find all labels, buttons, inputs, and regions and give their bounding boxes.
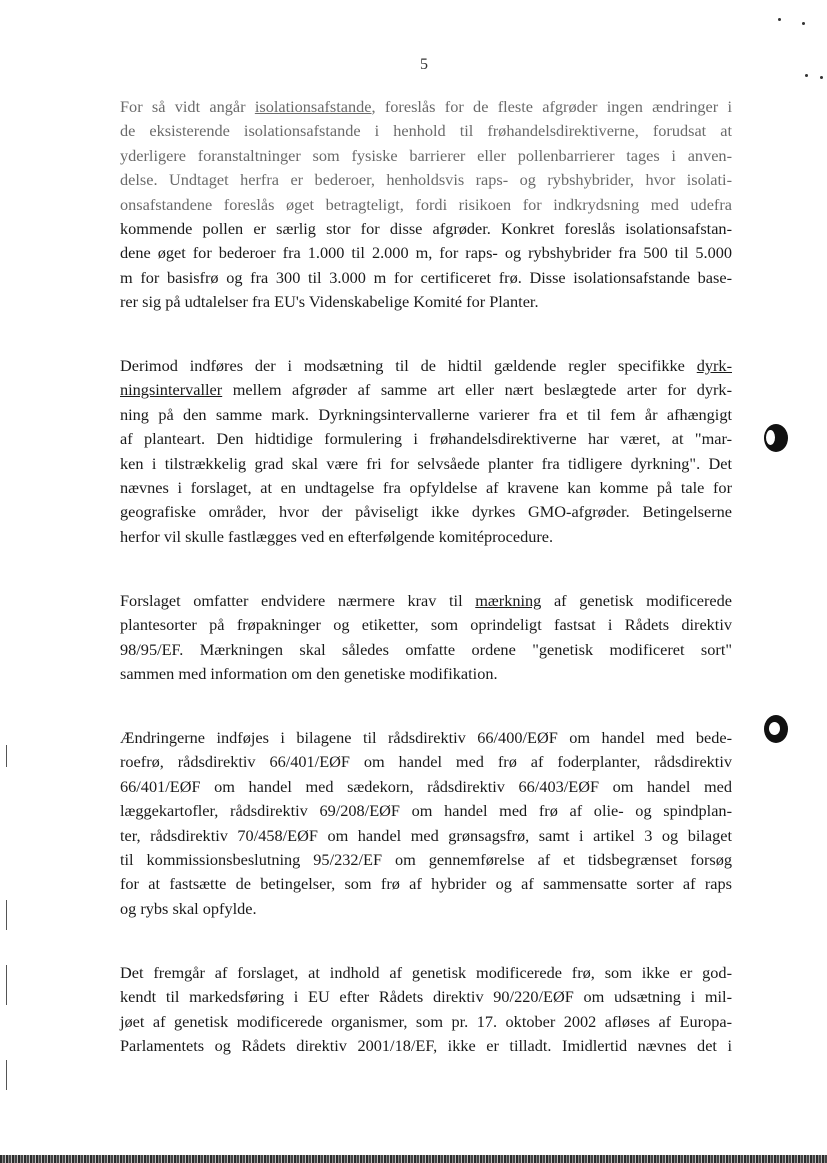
text-line: af planteart. Den hidtidige formulering i frøhandelsdirektiverne har været, at "mar-	[120, 429, 732, 449]
scan-margin-mark	[6, 965, 7, 1005]
text-line: sammen med information om den genetiske modifikation.	[120, 664, 498, 684]
scan-margin-mark	[6, 900, 7, 930]
text-line: For så vidt angår isolationsafstande, foreslås for de fleste afgrøder ingen ændringer i	[120, 97, 732, 116]
text-line: ter, rådsdirektiv 70/458/EØF om handel med grønsagsfrø, samt i artikel 3 og bilaget	[120, 825, 732, 845]
text-line: Derimod indføres der i modsætning til de hidtil gældende regler specifikke dyrk-	[120, 356, 732, 375]
text-line: roefrø, rådsdirektiv 66/401/EØF om handel med frø af foderplanter, rådsdirektiv	[120, 752, 732, 772]
text-line: Forslaget omfatter endvidere nærmere krav til mærkning af genetisk modificerede	[120, 591, 733, 610]
text-line: ning på den samme mark. Dyrkningsintervallerne varierer fra et til fem år afhængigt	[120, 404, 732, 424]
paragraph-amendments	[120, 726, 732, 921]
page-number: 5	[420, 56, 428, 73]
scan-speck	[778, 18, 781, 21]
text-line: Det fremgår af forslaget, at indhold af genetisk modificerede frø, som ikke er god-	[120, 963, 732, 982]
text-line: herfor vil skulle fastlægges ved en efterfølgende komitéprocedure.	[120, 526, 554, 546]
text-line: plantesorter på frøpakninger og etiketter, som oprindeligt fastsat i Rådets direktiv	[120, 615, 732, 635]
text-line: 66/401/EØF om handel med sædekorn, rådsdirektiv 66/403/EØF om handel med	[120, 776, 732, 796]
punch-hole-icon	[764, 424, 788, 452]
scan-speck	[820, 76, 823, 79]
text-line: ningsintervaller mellem afgrøder af samme art eller nært beslægtede arter for dyrk-	[120, 380, 732, 400]
punch-hole-icon	[764, 715, 788, 743]
underlined-term: isolationsafstande	[254, 97, 372, 116]
scan-margin-mark	[6, 745, 7, 767]
text-line: Ændringerne indføjes i bilagene til rådsdirektiv 66/400/EØF om handel med bede-	[120, 728, 732, 747]
underlined-term: ningsintervaller	[120, 380, 223, 400]
text-line: delse. Undtaget herfra er bederoer, henholdsvis raps- og rybshybrider, hvor isolati-	[120, 170, 732, 190]
text-line: til kommissionsbeslutning 95/232/EF om gennemførelse af et tidsbegrænset forsøg	[120, 850, 732, 870]
text-line: yderligere foranstaltninger som fysiske barrierer eller pollenbarrierer tages i anven-	[120, 145, 732, 165]
scan-speck	[802, 22, 805, 25]
text-line: m for basisfrø og fra 300 til 3.000 m for certificeret frø. Disse isolationsafstande base-	[120, 267, 732, 287]
text-line: 98/95/EF. Mærkningen skal således omfatte ordene "genetisk modificeret sort"	[120, 639, 732, 659]
paragraph-cultivation-intervals	[120, 354, 732, 549]
scan-margin-mark	[6, 1060, 7, 1090]
text-line: jøet af genetisk modificerede organismer, som pr. 17. oktober 2002 afløses af Europa-	[120, 1011, 732, 1031]
text-line: rer sig på udtalelser fra EU's Videnskabelige Komité for Planter.	[120, 292, 539, 312]
paragraph-gmo-content	[120, 961, 732, 1059]
text-line: ken i tilstrækkelig grad skal være fri for selvsåede planter fra tidligere dyrkning". Det	[120, 453, 732, 473]
paragraph-isolation-distances	[120, 95, 732, 315]
text-line: kendt til markedsføring i EU efter Rådets direktiv 90/220/EØF om udsætning i mil-	[120, 987, 732, 1007]
text-line: de eksisterende isolationsafstande i henhold til frøhandelsdirektiverne, forudsat at	[120, 121, 732, 141]
text-line: dene øget for bederoer fra 1.000 til 2.000 m, for raps- og rybshybrider fra 500 til 5.000	[120, 243, 732, 263]
underlined-term: dyrk-	[696, 356, 732, 375]
text-line: nævnes i forslaget, at en undtagelse fra opfyldelse af kravene kan komme på tale for	[120, 478, 732, 498]
scan-speck	[805, 74, 808, 77]
text-line: geografiske områder, hvor der påviseligt ikke dyrkes GMO-afgrøder. Betingelserne	[120, 502, 732, 522]
underlined-term: mærkning	[475, 591, 542, 610]
paragraph-labelling	[120, 589, 732, 687]
scan-bottom-edge	[0, 1155, 827, 1163]
text-line: kommende pollen er særlig stor for disse afgrøder. Konkret foreslås isolationsafstan-	[120, 219, 732, 239]
text-line: og rybs skal opfylde.	[120, 898, 257, 918]
text-line: onsafstandene foreslås øget betragteligt, fordi risikoen for indkrydsning med udefra	[120, 194, 732, 214]
text-line: Parlamentets og Rådets direktiv 2001/18/EF, ikke er tilladt. Imidlertid nævnes det i	[120, 1036, 732, 1056]
text-line: for at fastsætte de betingelser, som frø af hybrider og af sammensatte sorter af raps	[120, 874, 732, 894]
text-line: læggekartofler, rådsdirektiv 69/208/EØF om handel med frø af olie- og spindplan-	[120, 801, 732, 821]
